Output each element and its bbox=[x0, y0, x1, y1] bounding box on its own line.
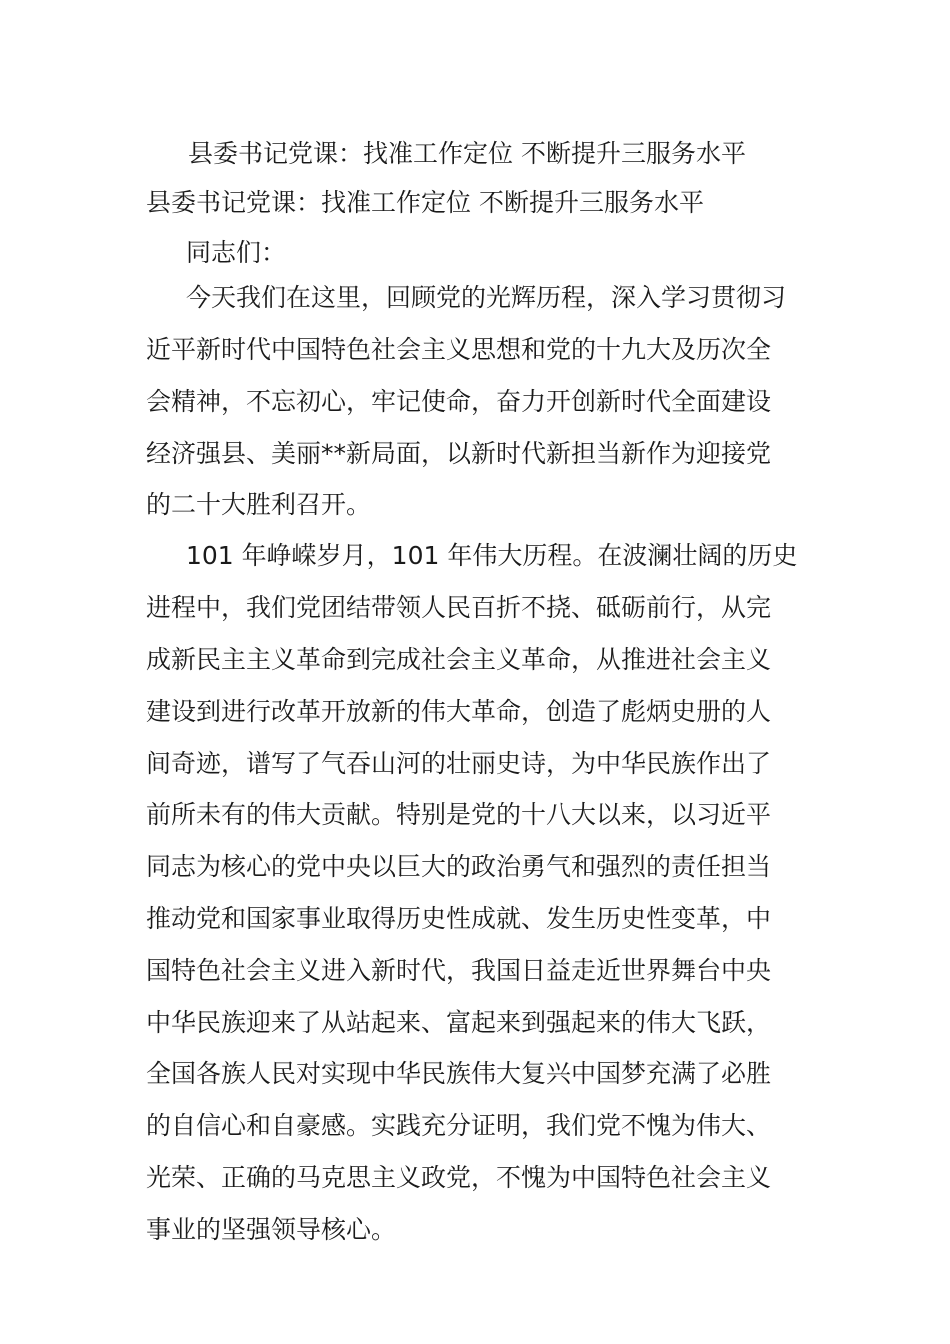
paragraph-line: 今天我们在这里，回顾党的光辉历程，深入学习贯彻习 bbox=[186, 283, 787, 312]
paragraph-line: 同志为核心的党中央以巨大的政治勇气和强烈的责任担当 bbox=[146, 852, 772, 881]
paragraph-line: 全国各族人民对实现中华民族伟大复兴中国梦充满了必胜 bbox=[146, 1059, 772, 1088]
paragraph-line: 国特色社会主义进入新时代，我国日益走近世界舞台中央 bbox=[146, 956, 772, 985]
paragraph-line: 的二十大胜利召开。 bbox=[146, 490, 372, 519]
paragraph-line: 会精神，不忘初心，牢记使命，奋力开创新时代全面建设 bbox=[146, 387, 772, 416]
paragraph-line: 经济强县、美丽**新局面，以新时代新担当新作为迎接党 bbox=[146, 439, 772, 468]
document-title-repeat: 县委书记党课：找准工作定位 不断提升三服务水平 bbox=[146, 188, 704, 217]
paragraph-line: 间奇迹，谱写了气吞山河的壮丽史诗，为中华民族作出了 bbox=[146, 749, 772, 778]
paragraph-line: 101 年峥嵘岁月，101 年伟大历程。在波澜壮阔的历史 bbox=[186, 541, 798, 570]
paragraph-line: 的自信心和自豪感。实践充分证明，我们党不愧为伟大、 bbox=[146, 1111, 772, 1140]
paragraph-line: 建设到进行改革开放新的伟大革命，创造了彪炳史册的人 bbox=[146, 697, 772, 726]
salutation: 同志们： bbox=[186, 238, 287, 267]
paragraph-line: 近平新时代中国特色社会主义思想和党的十九大及历次全 bbox=[146, 335, 772, 364]
paragraph-line: 进程中，我们党团结带领人民百折不挠、砥砺前行，从完 bbox=[146, 593, 772, 622]
paragraph-line: 推动党和国家事业取得历史性成就、发生历史性变革，中 bbox=[146, 904, 772, 933]
paragraph-line: 光荣、正确的马克思主义政党，不愧为中国特色社会主义 bbox=[146, 1163, 772, 1192]
paragraph-line: 成新民主主义革命到完成社会主义革命，从推进社会主义 bbox=[146, 645, 772, 674]
paragraph-line: 中华民族迎来了从站起来、富起来到强起来的伟大飞跃， bbox=[146, 1008, 772, 1037]
document-title: 县委书记党课：找准工作定位 不断提升三服务水平 bbox=[188, 139, 746, 168]
paragraph-line: 事业的坚强领导核心。 bbox=[146, 1215, 397, 1244]
paragraph-line: 前所未有的伟大贡献。特别是党的十八大以来，以习近平 bbox=[146, 800, 772, 829]
